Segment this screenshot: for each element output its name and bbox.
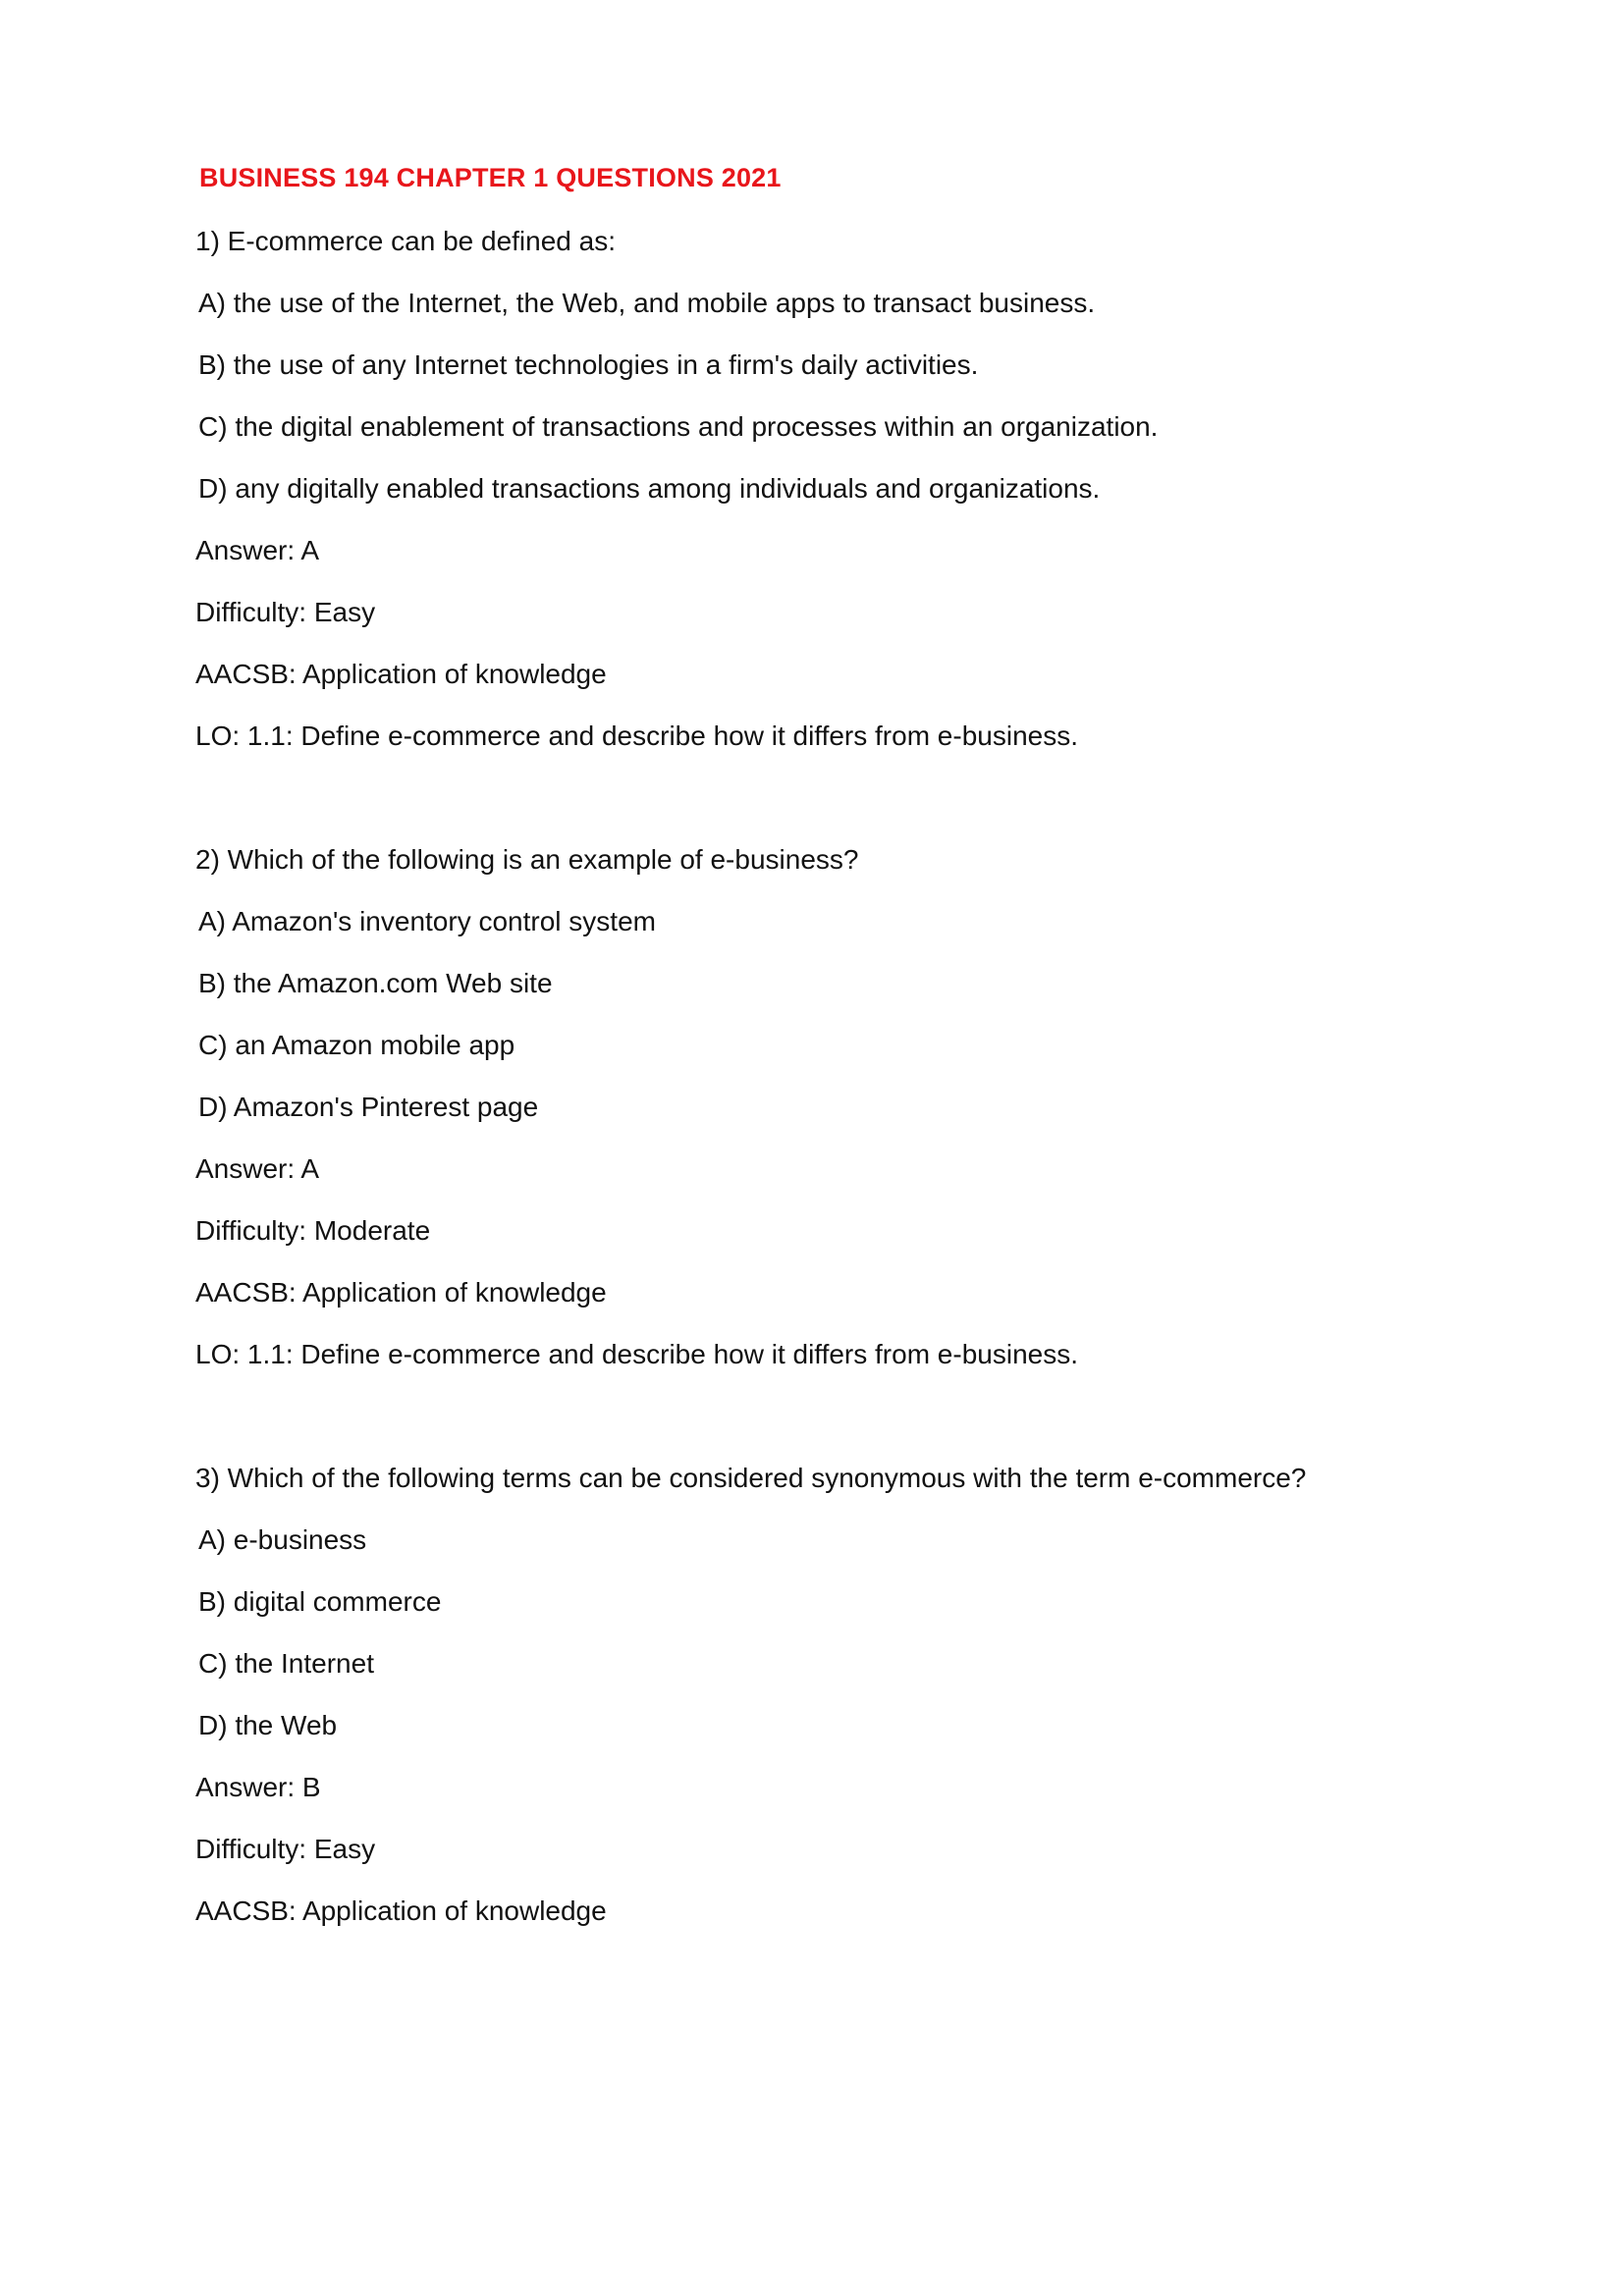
question-2-difficulty: Difficulty: Moderate xyxy=(195,1215,431,1246)
question-2-option-b: B) the Amazon.com Web site xyxy=(198,968,553,998)
question-1-option-c: C) the digital enablement of transactions and processes within an organization. xyxy=(198,411,1159,442)
question-3-answer: Answer: B xyxy=(195,1772,321,1802)
question-3-option-c: C) the Internet xyxy=(198,1648,374,1679)
question-1-option-d: D) any digitally enabled transactions among individuals and organizations. xyxy=(198,473,1101,504)
question-1-stem: 1) E-commerce can be defined as: xyxy=(195,226,616,256)
question-2-lo: LO: 1.1: Define e-commerce and describe how it differs from e-business. xyxy=(195,1339,1078,1369)
question-3-aacsb: AACSB: Application of knowledge xyxy=(195,1896,607,1926)
question-2-answer: Answer: A xyxy=(195,1153,320,1184)
question-2-option-d: D) Amazon's Pinterest page xyxy=(198,1092,539,1122)
document-title: BUSINESS 194 CHAPTER 1 QUESTIONS 2021 xyxy=(199,163,782,192)
question-1-difficulty: Difficulty: Easy xyxy=(195,597,376,627)
question-3-option-a: A) e-business xyxy=(198,1524,367,1555)
question-3-option-d: D) the Web xyxy=(198,1710,338,1740)
question-3-option-b: B) digital commerce xyxy=(198,1586,442,1617)
question-1-option-a: A) the use of the Internet, the Web, and mobile apps to transact business. xyxy=(198,288,1096,318)
question-3-stem: 3) Which of the following terms can be considered synonymous with the term e-commerce? xyxy=(195,1463,1307,1493)
question-1-answer: Answer: A xyxy=(195,535,320,565)
question-2-option-a: A) Amazon's inventory control system xyxy=(198,906,656,936)
question-1-option-b: B) the use of any Internet technologies in a firm's daily activities. xyxy=(198,349,979,380)
question-2-stem: 2) Which of the following is an example of e-business? xyxy=(195,844,859,875)
question-2-aacsb: AACSB: Application of knowledge xyxy=(195,1277,607,1308)
question-1-aacsb: AACSB: Application of knowledge xyxy=(195,659,607,689)
question-3-difficulty: Difficulty: Easy xyxy=(195,1834,376,1864)
question-2-option-c: C) an Amazon mobile app xyxy=(198,1030,515,1060)
question-1-lo: LO: 1.1: Define e-commerce and describe how it differs from e-business. xyxy=(195,721,1078,751)
